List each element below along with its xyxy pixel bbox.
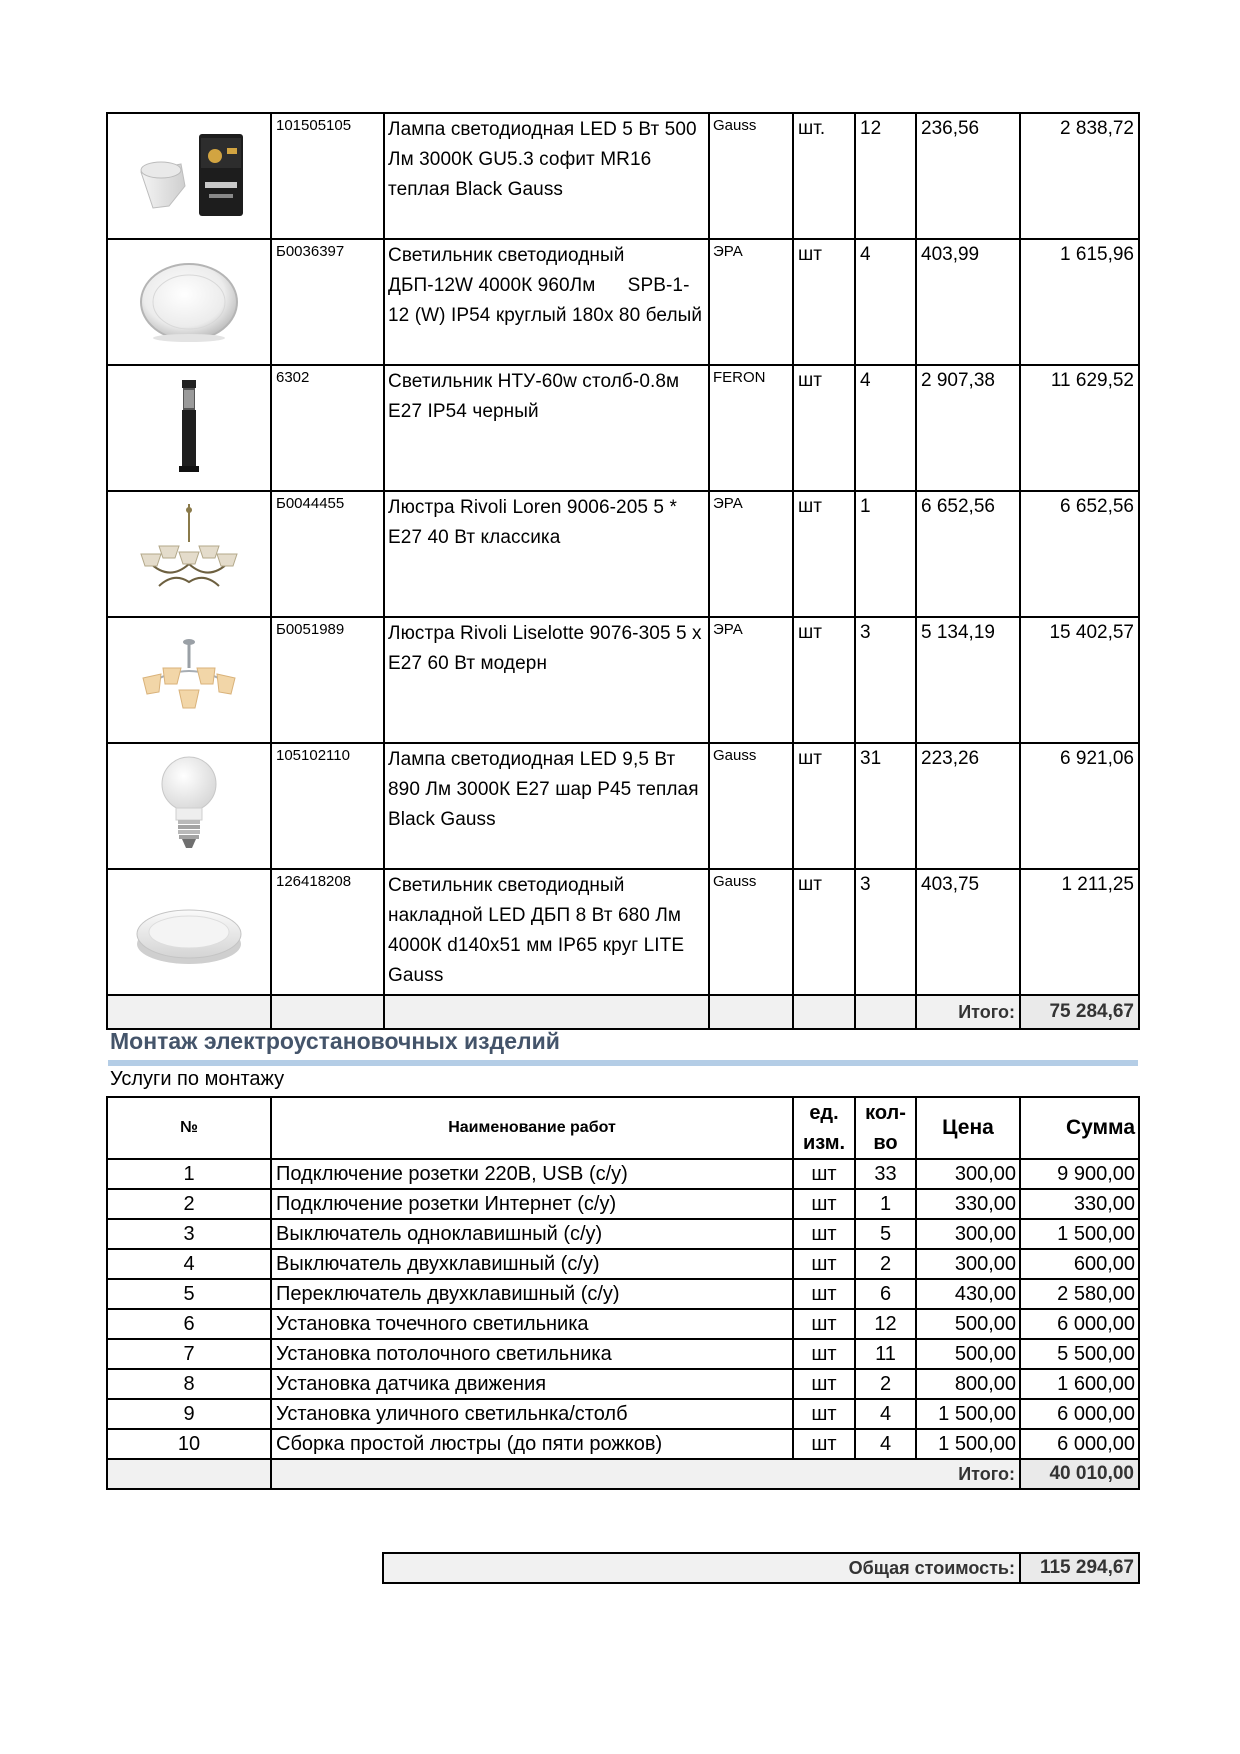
service-row xyxy=(107,1399,1139,1429)
product-name: Светильник НТУ-60w столб-0.8м Е27 IP54 черный xyxy=(384,365,709,491)
service-name: Выключатель одноклавишный (с/у) xyxy=(271,1219,793,1249)
bollard-light-photo xyxy=(169,376,209,476)
services-total-label: Итого: xyxy=(271,1459,1020,1489)
product-name: Люстра Rivoli Liselotte 9076-305 5 х Е27 60 Вт модерн xyxy=(384,617,709,743)
products-table xyxy=(106,112,1140,1030)
service-unit: шт xyxy=(793,1429,855,1459)
service-num: 9 xyxy=(107,1399,271,1429)
service-unit: шт xyxy=(793,1279,855,1309)
service-sum: 1 500,00 xyxy=(1020,1219,1139,1249)
product-qty: 1 xyxy=(855,491,916,617)
service-price: 1 500,00 xyxy=(916,1399,1020,1429)
service-qty: 11 xyxy=(855,1339,916,1369)
service-row xyxy=(107,1339,1139,1369)
led-bulb-gu53-photo xyxy=(129,124,249,224)
product-name: Светильник светодиодный накладной LED ДБП 8 Вт 680 Лм 4000К d140x51 мм IP65 круг LITE Gauss xyxy=(384,869,709,995)
header-price: Цена xyxy=(916,1097,1020,1159)
service-num: 1 xyxy=(107,1159,271,1189)
grand-total-row xyxy=(383,1553,1139,1583)
service-qty: 5 xyxy=(855,1219,916,1249)
service-num: 8 xyxy=(107,1369,271,1399)
service-sum: 1 600,00 xyxy=(1020,1369,1139,1399)
product-image-cell xyxy=(107,869,271,995)
service-name: Переключатель двухклавишный (с/у) xyxy=(271,1279,793,1309)
service-sum: 330,00 xyxy=(1020,1189,1139,1219)
product-code: 101505105 xyxy=(271,113,384,239)
service-unit: шт xyxy=(793,1369,855,1399)
product-row xyxy=(107,365,1139,491)
service-qty: 2 xyxy=(855,1369,916,1399)
service-qty: 4 xyxy=(855,1399,916,1429)
product-row xyxy=(107,617,1139,743)
round-ceiling-light-photo xyxy=(129,250,249,350)
service-name: Подключение розетки Интернет (с/у) xyxy=(271,1189,793,1219)
service-row xyxy=(107,1309,1139,1339)
service-name: Сборка простой люстры (до пяти рожков) xyxy=(271,1429,793,1459)
products-total-value: 75 284,67 xyxy=(1020,995,1139,1029)
product-row xyxy=(107,743,1139,869)
services-total-row xyxy=(107,1459,1139,1489)
service-sum: 6 000,00 xyxy=(1020,1309,1139,1339)
service-name: Подключение розетки 220В, USB (с/у) xyxy=(271,1159,793,1189)
service-qty: 33 xyxy=(855,1159,916,1189)
services-table xyxy=(106,1096,1140,1490)
product-qty: 31 xyxy=(855,743,916,869)
product-unit: шт. xyxy=(793,113,855,239)
header-unit-line1: ед. xyxy=(809,1102,839,1124)
product-price: 6 652,56 xyxy=(916,491,1020,617)
header-unit-line2: изм. xyxy=(802,1132,846,1154)
service-qty: 6 xyxy=(855,1279,916,1309)
product-price: 403,99 xyxy=(916,239,1020,365)
service-row xyxy=(107,1279,1139,1309)
service-unit: шт xyxy=(793,1399,855,1429)
service-qty: 1 xyxy=(855,1189,916,1219)
product-unit: шт xyxy=(793,743,855,869)
service-num: 10 xyxy=(107,1429,271,1459)
product-sum: 1 615,96 xyxy=(1020,239,1139,365)
service-row xyxy=(107,1369,1139,1399)
product-price: 223,26 xyxy=(916,743,1020,869)
product-brand: Gauss xyxy=(709,113,793,239)
product-sum: 1 211,25 xyxy=(1020,869,1139,995)
service-num: 4 xyxy=(107,1249,271,1279)
product-qty: 3 xyxy=(855,869,916,995)
product-image-cell xyxy=(107,491,271,617)
product-name: Люстра Rivoli Loren 9006-205 5 * E27 40 Вт классика xyxy=(384,491,709,617)
product-row xyxy=(107,869,1139,995)
service-row xyxy=(107,1219,1139,1249)
product-row xyxy=(107,239,1139,365)
product-sum: 15 402,57 xyxy=(1020,617,1139,743)
product-unit: шт xyxy=(793,617,855,743)
service-qty: 12 xyxy=(855,1309,916,1339)
service-sum: 6 000,00 xyxy=(1020,1399,1139,1429)
service-num: 6 xyxy=(107,1309,271,1339)
service-sum: 5 500,00 xyxy=(1020,1339,1139,1369)
service-row xyxy=(107,1249,1139,1279)
header-qty-line2: во xyxy=(873,1132,898,1154)
product-brand: Gauss xyxy=(709,869,793,995)
section-divider xyxy=(108,1060,1138,1066)
product-qty: 4 xyxy=(855,365,916,491)
products-total-row xyxy=(107,995,1139,1029)
grand-total-label: Общая стоимость: xyxy=(383,1553,1020,1583)
product-price: 403,75 xyxy=(916,869,1020,995)
product-image-cell xyxy=(107,365,271,491)
service-sum: 2 580,00 xyxy=(1020,1279,1139,1309)
product-sum: 11 629,52 xyxy=(1020,365,1139,491)
product-unit: шт xyxy=(793,869,855,995)
product-price: 2 907,38 xyxy=(916,365,1020,491)
service-qty: 2 xyxy=(855,1249,916,1279)
product-image-cell xyxy=(107,617,271,743)
service-price: 300,00 xyxy=(916,1159,1020,1189)
header-qty-line1: кол- xyxy=(865,1102,906,1124)
product-price: 236,56 xyxy=(916,113,1020,239)
service-price: 430,00 xyxy=(916,1279,1020,1309)
service-price: 330,00 xyxy=(916,1189,1020,1219)
product-image-cell xyxy=(107,743,271,869)
product-sum: 2 838,72 xyxy=(1020,113,1139,239)
service-name: Установка точечного светильника xyxy=(271,1309,793,1339)
header-unit xyxy=(793,1097,855,1159)
product-unit: шт xyxy=(793,365,855,491)
product-image-cell xyxy=(107,113,271,239)
services-total-value: 40 010,00 xyxy=(1020,1459,1139,1489)
products-total-label: Итого: xyxy=(916,995,1020,1029)
product-code: 6302 xyxy=(271,365,384,491)
service-price: 300,00 xyxy=(916,1249,1020,1279)
service-unit: шт xyxy=(793,1189,855,1219)
product-sum: 6 652,56 xyxy=(1020,491,1139,617)
header-sum: Сумма xyxy=(1020,1097,1139,1159)
service-unit: шт xyxy=(793,1159,855,1189)
service-name: Выключатель двухклавишный (с/у) xyxy=(271,1249,793,1279)
product-image-cell xyxy=(107,239,271,365)
service-row xyxy=(107,1189,1139,1219)
header-num: № xyxy=(107,1097,271,1159)
service-row xyxy=(107,1159,1139,1189)
service-num: 3 xyxy=(107,1219,271,1249)
service-price: 500,00 xyxy=(916,1339,1020,1369)
product-brand: ЭРА xyxy=(709,617,793,743)
product-qty: 3 xyxy=(855,617,916,743)
grand-total-value: 115 294,67 xyxy=(1020,1553,1139,1583)
product-price: 5 134,19 xyxy=(916,617,1020,743)
section-subtitle: Услуги по монтажу xyxy=(110,1068,285,1090)
service-price: 1 500,00 xyxy=(916,1429,1020,1459)
product-qty: 12 xyxy=(855,113,916,239)
service-unit: шт xyxy=(793,1309,855,1339)
product-name: Лампа светодиодная LED 9,5 Вт 890 Лм 3000К E27 шар P45 теплая Black Gauss xyxy=(384,743,709,869)
product-code: 126418208 xyxy=(271,869,384,995)
service-row xyxy=(107,1429,1139,1459)
services-header-row xyxy=(107,1097,1139,1159)
service-price: 300,00 xyxy=(916,1219,1020,1249)
service-unit: шт xyxy=(793,1219,855,1249)
grand-total-table xyxy=(382,1552,1140,1584)
product-brand: Gauss xyxy=(709,743,793,869)
section-title: Монтаж электроустановочных изделий xyxy=(110,1028,560,1054)
product-qty: 4 xyxy=(855,239,916,365)
service-name: Установка датчика движения xyxy=(271,1369,793,1399)
led-bulb-e27-photo xyxy=(154,754,224,854)
service-name: Установка уличного светильнка/столб xyxy=(271,1399,793,1429)
header-name: Наименование работ xyxy=(271,1097,793,1159)
product-code: Б0044455 xyxy=(271,491,384,617)
product-row xyxy=(107,491,1139,617)
service-unit: шт xyxy=(793,1339,855,1369)
service-unit: шт xyxy=(793,1249,855,1279)
product-unit: шт xyxy=(793,491,855,617)
service-num: 7 xyxy=(107,1339,271,1369)
chandelier-classic-photo xyxy=(129,502,249,602)
product-name: Лампа светодиодная LED 5 Вт 500 Лм 3000К GU5.3 софит MR16 теплая Black Gauss xyxy=(384,113,709,239)
service-num: 2 xyxy=(107,1189,271,1219)
service-name: Установка потолочного светильника xyxy=(271,1339,793,1369)
service-price: 800,00 xyxy=(916,1369,1020,1399)
service-num: 5 xyxy=(107,1279,271,1309)
product-code: Б0036397 xyxy=(271,239,384,365)
service-qty: 4 xyxy=(855,1429,916,1459)
service-sum: 9 900,00 xyxy=(1020,1159,1139,1189)
product-sum: 6 921,06 xyxy=(1020,743,1139,869)
service-sum: 600,00 xyxy=(1020,1249,1139,1279)
product-row xyxy=(107,113,1139,239)
chandelier-modern-photo xyxy=(129,628,249,728)
surface-led-light-photo xyxy=(129,880,249,980)
product-brand: ЭРА xyxy=(709,239,793,365)
product-name: Светильник светодиодный ДБП-12W 4000К 960Лм SPB-1-12 (W) IP54 круглый 180x 80 белый xyxy=(384,239,709,365)
service-price: 500,00 xyxy=(916,1309,1020,1339)
product-unit: шт xyxy=(793,239,855,365)
product-code: Б0051989 xyxy=(271,617,384,743)
product-code: 105102110 xyxy=(271,743,384,869)
product-brand: ЭРА xyxy=(709,491,793,617)
header-qty xyxy=(855,1097,916,1159)
service-sum: 6 000,00 xyxy=(1020,1429,1139,1459)
product-brand: FERON xyxy=(709,365,793,491)
